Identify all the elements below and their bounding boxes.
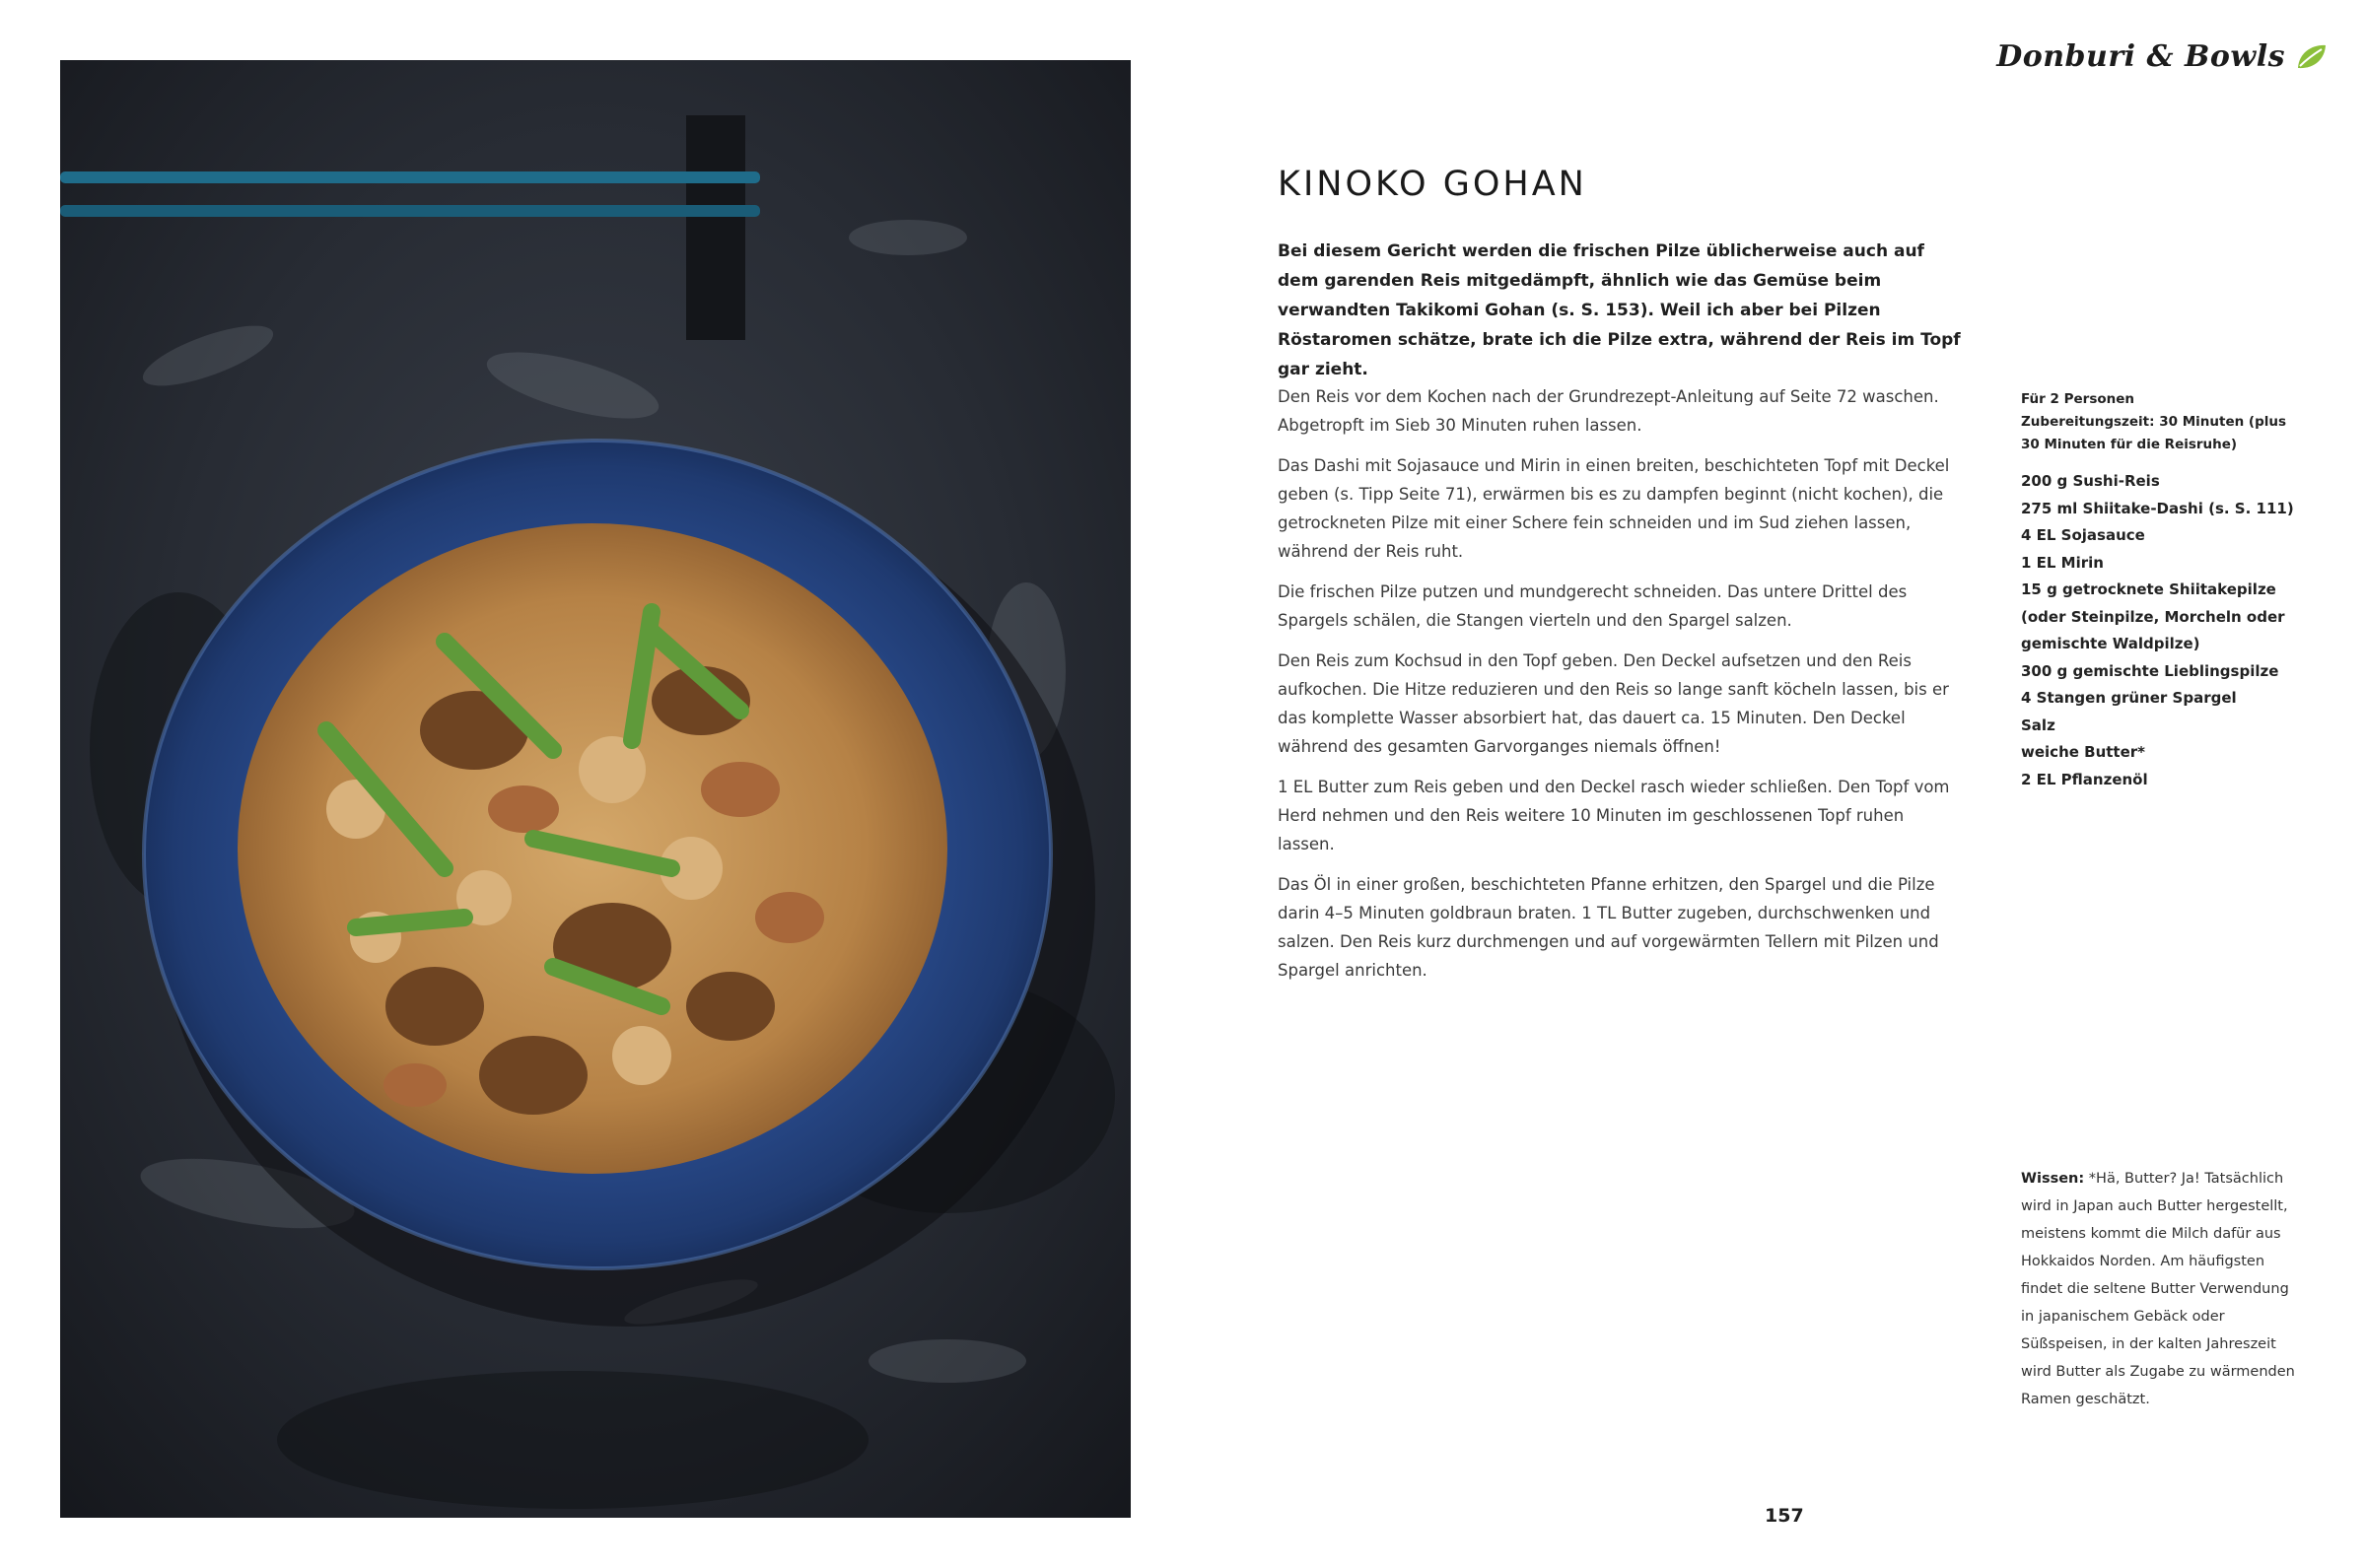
section-tag [1996, 39, 2329, 74]
instruction-step: 1 EL Butter zum Reis geben und den Deckel rasch wieder schließen. Den Topf vom Herd nehmen und den Reis weitere 10 Minuten im geschlossenen Topf ruhen lassen. [1278, 778, 1950, 853]
servings: Für 2 Personen [2021, 391, 2135, 407]
instruction-step: Den Reis vor dem Kochen nach der Grundrezept-Anleitung auf Seite 72 waschen. Abgetropft im Sieb 30 Minuten ruhen lassen. [1278, 387, 1939, 435]
instruction-step: Den Reis zum Kochsud in den Topf geben. Den Deckel aufsetzen und den Reis aufkochen. Die Hitze reduzieren und den Reis so lange sanft köcheln lassen, bis er das komplette Wasser absorbiert hat, das dauert ca. 15 Minuten. Den Deckel während des gesamten Garvorganges niemals öffnen! [1278, 651, 1949, 756]
note-label: Wissen: [2021, 1171, 2085, 1187]
instruction-step: Das Öl in einer großen, beschichteten Pfanne erhitzen, den Spargel und die Pilze darin 4–5 Minuten goldbraun braten. 1 TL Butter zugeben, durchschwenken und salzen. Den Reis kurz durchmengen und auf vorgewärmten Tellern mit Pilzen und Spargel anrichten. [1278, 875, 1939, 980]
recipe-intro: Bei diesem Gericht werden die frischen Pilze üblicherweise auch auf dem garenden Reis mitgedämpft, ähnlich wie das Gemüse beim verwandten Takikomi Gohan (s. S. 153). Weil ich aber bei Pilzen Röstaromen schätze, brate ich die Pilze extra, während der Reis im Topf gar zieht. [1278, 241, 1961, 379]
ingredient-item: Salz [2021, 716, 2055, 734]
ingredient-item: 275 ml Shiitake-Dashi (s. S. 111) [2021, 499, 2294, 517]
page-number: 157 [1765, 1505, 1804, 1527]
ingredient-item: 4 EL Sojasauce [2021, 526, 2145, 544]
ingredient-item: 1 EL Mirin [2021, 553, 2104, 572]
instructions [1278, 382, 1958, 996]
ingredient-item: 300 g gemischte Lieblingspilze [2021, 661, 2279, 680]
instruction-step: Das Dashi mit Sojasauce und Mirin in einen breiten, beschichteten Topf mit Deckel geben (s. Tipp Seite 71), erwärmen bis es zu dampfen beginnt (nicht kochen), die getrockneten Pilze mit einer Schere fein schneiden und im Sud ziehen lassen, während der Reis ruht. [1278, 456, 1950, 561]
ingredient-item: 15 g getrocknete Shiitakepilze (oder Steinpilze, Morcheln oder gemischte Waldpilze) [2021, 580, 2285, 652]
dish-photo [60, 60, 1131, 1518]
leaf-icon [2295, 42, 2329, 72]
note-text: *Hä, Butter? Ja! Tatsächlich wird in Japan auch Butter hergestellt, meistens kommt die Milch dafür aus Hokkaidos Norden. Am häufigsten findet die seltene Butter Verwendung in japanischem Gebäck oder Süßspeisen, in der kalten Jahreszeit wird Butter als Zugabe zu wärmenden Ramen geschätzt. [2021, 1171, 2295, 1407]
recipe-title: KINOKO GOHAN [1278, 165, 1587, 204]
ingredient-item: 4 Stangen grüner Spargel [2021, 689, 2237, 707]
prep-time: Zubereitungszeit: 30 Minuten (plus 30 Minuten für die Reisruhe) [2021, 414, 2287, 452]
ingredient-item: 200 g Sushi-Reis [2021, 472, 2160, 490]
section-label: Donburi & Bowls [1996, 39, 2285, 74]
ingredient-list [2021, 468, 2307, 793]
ingredient-item: weiche Butter* [2021, 743, 2146, 761]
wissen-note [2021, 1165, 2295, 1413]
ingredient-item: 2 EL Pflanzenöl [2021, 770, 2148, 788]
recipe-sidebar [2021, 388, 2307, 793]
instruction-step: Die frischen Pilze putzen und mundgerecht schneiden. Das untere Drittel des Spargels schälen, die Stangen vierteln und den Spargel salzen. [1278, 582, 1908, 630]
